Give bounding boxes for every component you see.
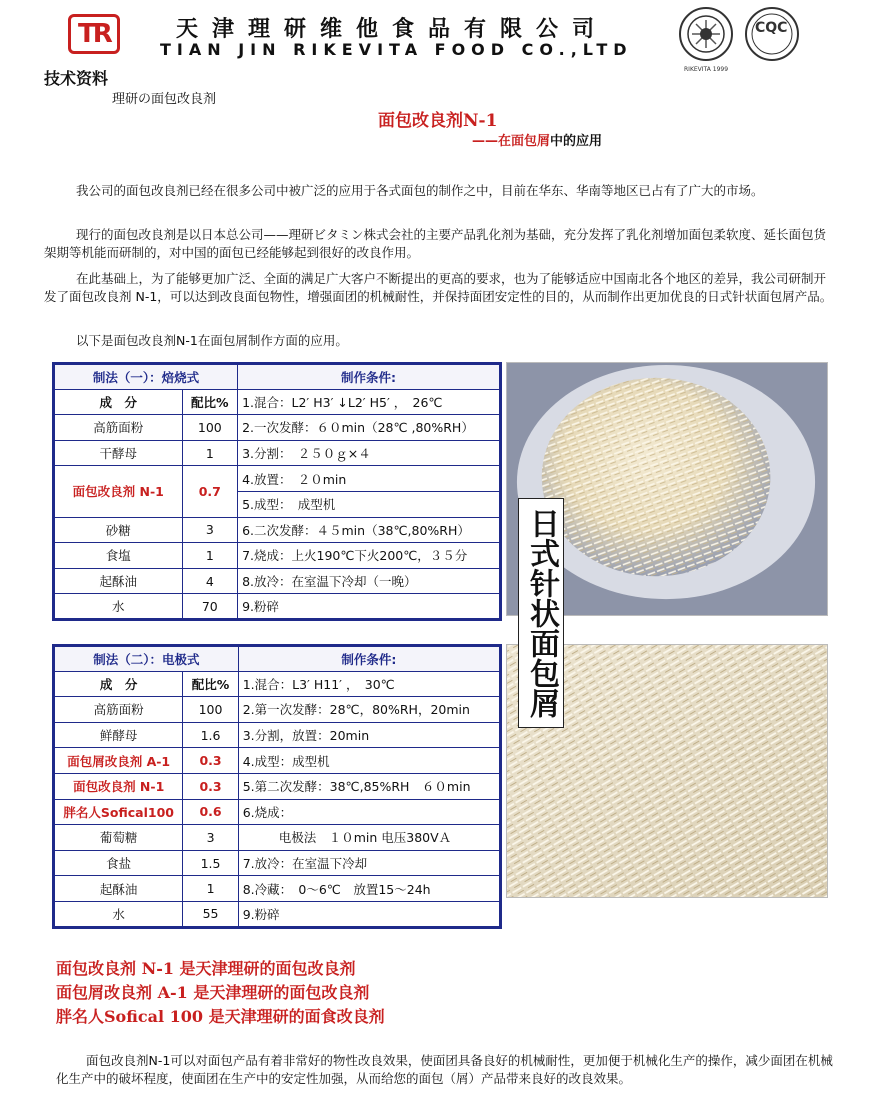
cqc-badge-text: CQC — [755, 20, 788, 36]
ingredient-cell: 干酵母 — [54, 440, 183, 466]
app-rest: 中的应用 — [550, 134, 603, 149]
method-header: 制法（一）：焙烧式 — [54, 364, 238, 390]
condition-cell: 1.混合：L3′ H11′ ， 30℃ — [238, 671, 500, 697]
condition-cell: 7.放冷：在室温下冷却 — [238, 850, 500, 876]
condition-cell: 9.粉碎 — [238, 594, 501, 620]
condition-cell: 电极法 １０min 电压380VＡ — [238, 825, 500, 851]
condition-cell: 4.成型：成型机 — [238, 748, 500, 774]
condition-cell: 6.烧成： — [238, 799, 500, 825]
ratio-cell: 100 — [183, 697, 238, 723]
ratio-cell: 70 — [182, 594, 238, 620]
condition-cell: 2.第一次发酵：28℃，80%RH，20min — [238, 697, 500, 723]
ratio-cell: 100 — [182, 415, 238, 441]
col-ingredient: 成 分 — [54, 671, 183, 697]
photo-caption-label: 日式针状面包屑 — [518, 498, 564, 728]
col-ratio: 配比% — [182, 389, 238, 415]
note-n1: 面包改良剂 N-1 是天津理研的面包改良剂 — [56, 959, 356, 978]
condition-cell: 2.一次发酵：６０min（28℃ ,80%RH） — [238, 415, 501, 441]
ingredient-cell: 食塩 — [54, 543, 183, 569]
ingredient-cell: 葡萄糖 — [54, 825, 183, 851]
company-name-en: TIAN JIN RIKEVITA FOOD CO.,LTD — [160, 40, 633, 59]
footer-paragraph: 面包改良剂N-1可以对面包产品有着非常好的物性改良效果，使面团具备良好的机械耐性，更加便于机械化生产的操作，减少面团在机械化生产中的破坏程度，使面团在生产中的安定性加强，从而给您的面包（屑）产品带来良好的改良效果。 — [56, 1053, 833, 1086]
company-name-cn: 天津理研维他食品有限公司 — [176, 16, 609, 42]
ingredient-cell: 水 — [54, 594, 183, 620]
condition-cell: 5.成型： 成型机 — [238, 491, 501, 517]
ingredient-cell: 起酥油 — [54, 876, 183, 902]
ingredient-cell: 面包改良剂 N-1 — [54, 773, 183, 799]
ingredient-cell: 食盐 — [54, 850, 183, 876]
ingredient-cell: 高筋面粉 — [54, 415, 183, 441]
condition-cell: 4.放置： ２０min — [238, 466, 501, 492]
ratio-cell: 1 — [182, 440, 238, 466]
condition-cell: 8.放冷：在室温下冷却（一晚） — [238, 568, 501, 594]
ingredient-cell: 面包屑改良剂 A-1 — [54, 748, 183, 774]
section-label: 技术资料 — [44, 69, 109, 88]
certification-badge-icon — [678, 6, 734, 62]
ratio-cell: 3 — [183, 825, 238, 851]
ingredient-cell: 鲜酵母 — [54, 722, 183, 748]
ratio-cell: 1 — [182, 543, 238, 569]
ingredient-cell: 面包改良剂 N-1 — [54, 466, 183, 517]
note-a1: 面包屑改良剂 A-1 是天津理研的面包改良剂 — [56, 983, 370, 1002]
ratio-cell: 0.3 — [183, 748, 238, 774]
condition-cell: 3.分割： ２５０ｇ×４ — [238, 440, 501, 466]
ratio-cell: 4 — [182, 568, 238, 594]
condition-cell: 8.冷藏： 0～6℃ 放置15～24h — [238, 876, 500, 902]
condition-cell: 1.混合：L2′ H3′ ↓L2′ H5′ ， 26℃ — [238, 389, 501, 415]
condition-cell: 7.烧成：上火190℃下火200℃，３５分 — [238, 543, 501, 569]
doc-subtitle: 理研の面包改良剂 — [112, 92, 217, 107]
recipe-table-electrode — [52, 644, 502, 929]
col-ratio: 配比% — [183, 671, 238, 697]
ratio-cell: 3 — [182, 517, 238, 543]
company-logo — [68, 14, 120, 54]
intro-paragraph-2: 现行的面包改良剂是以日本总公司——理研ビタミン株式会社的主要产品乳化剂为基础，充分发挥了乳化剂增加面包柔软度、延长面包货架期等机能而研制的，对中国的面包已经能够起到很好的改良作用。 — [44, 227, 827, 260]
logo-text: TR — [78, 19, 110, 49]
badge1-caption: RIKEVITA 1999 — [684, 66, 729, 73]
ingredient-cell: 砂糖 — [54, 517, 183, 543]
recipe-table-baked — [52, 362, 502, 621]
conditions-header: 制作条件: — [238, 646, 500, 672]
app-dash: —— — [472, 134, 498, 149]
intro-paragraph-3: 在此基础上，为了能够更加广泛、全面的满足广大客户不断提出的更高的要求，也为了能够适应中国南北各个地区的差异，我公司研制开发了面包改良剂 N-1，可以达到改良面包物性，增强面团的机械耐性，并保持面团安定性的目的，从而制作出更加优良的日式针状面包屑产品。 — [44, 271, 833, 304]
ratio-cell: 55 — [183, 901, 238, 927]
ratio-cell: 1.5 — [183, 850, 238, 876]
condition-cell: 5.第二次发酵：38℃,85%RH ６０min — [238, 773, 500, 799]
note-sofical: 胖名人Sofical 100 是天津理研的面食改良剂 — [56, 1007, 385, 1026]
conditions-header: 制作条件: — [238, 364, 501, 390]
ratio-cell: 0.6 — [183, 799, 238, 825]
ratio-cell: 1 — [183, 876, 238, 902]
condition-cell: 6.二次发酵：４５min（38℃,80%RH） — [238, 517, 501, 543]
ingredient-cell: 胖名人Sofical100 — [54, 799, 183, 825]
ratio-cell: 0.7 — [182, 466, 238, 517]
ratio-cell: 0.3 — [183, 773, 238, 799]
application-subtitle — [472, 130, 602, 149]
ingredient-cell: 高筋面粉 — [54, 697, 183, 723]
ingredient-cell: 起酥油 — [54, 568, 183, 594]
ratio-cell: 1.6 — [183, 722, 238, 748]
page-title: 面包改良剂N-1 — [378, 111, 498, 131]
condition-cell: 3.分割，放置：20min — [238, 722, 500, 748]
intro-paragraph-1: 我公司的面包改良剂已经在很多公司中被广泛的应用于各式面包的制作之中，目前在华东、华南等地区已占有了广大的市场。 — [76, 183, 764, 198]
ingredient-cell: 水 — [54, 901, 183, 927]
intro-paragraph-4: 以下是面包改良剂N-1在面包屑制作方面的应用。 — [76, 333, 348, 348]
condition-cell: 9.粉碎 — [238, 901, 500, 927]
col-ingredient: 成 分 — [54, 389, 183, 415]
app-highlight: 在面包屑 — [498, 134, 551, 149]
method-header: 制法（二）：电极式 — [54, 646, 239, 672]
